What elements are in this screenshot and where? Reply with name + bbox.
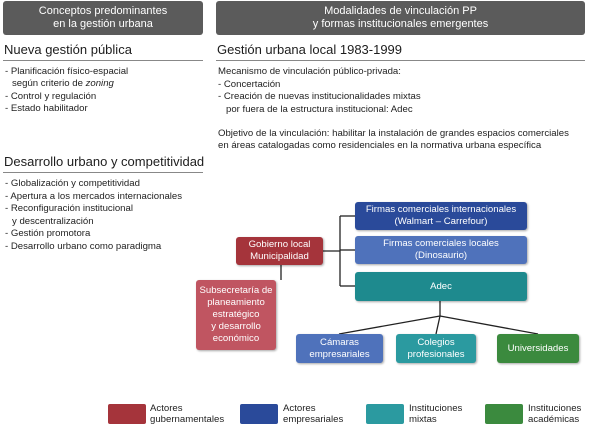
node-subsecretaria: Subsecretaría de planeamiento estratégico y desarrollo económico bbox=[196, 280, 276, 350]
objective-text: Objetivo de la vinculación: habilitar la instalación de grandes espacios comerciales bbox=[218, 128, 569, 139]
node-adec: Adec bbox=[355, 272, 527, 301]
list-item: - Creación de nuevas institucionalidades mixtas bbox=[218, 91, 421, 102]
header-left: Conceptos predominantes en la gestión urbana bbox=[3, 1, 203, 35]
list-item: - Estado habilitador bbox=[5, 103, 88, 114]
list-item-continuation: y descentralización bbox=[12, 216, 94, 227]
section-title-nueva-gestion: Nueva gestión pública bbox=[4, 42, 132, 57]
connector-line bbox=[339, 316, 440, 334]
node-camaras: Cámaras empresariales bbox=[296, 334, 383, 363]
legend-label: Instituciones mixtas bbox=[409, 403, 463, 425]
node-universidades: Universidades bbox=[497, 334, 579, 363]
mechanism-label: Mecanismo de vinculación público-privada: bbox=[218, 66, 401, 77]
section-title-gestion-local: Gestión urbana local 1983-1999 bbox=[217, 42, 403, 57]
legend-label: Actores empresariales bbox=[283, 403, 344, 425]
list-item: - Control y regulación bbox=[5, 91, 97, 102]
node-gobierno-local: Gobierno local Municipalidad bbox=[236, 237, 323, 265]
list-item: - Globalización y competitividad bbox=[5, 178, 140, 189]
node-firmas-internacionales: Firmas comerciales internacionales (Walmart – Carrefour) bbox=[355, 202, 527, 230]
list-item: - Planificación físico-espacial bbox=[5, 66, 129, 77]
legend-label: Instituciones académicas bbox=[528, 403, 582, 425]
legend-swatch-empresariales bbox=[240, 404, 278, 424]
list-item-continuation: por fuera de la estructura institucional: Adec bbox=[226, 104, 413, 115]
list-item: - Apertura a los mercados internacionales bbox=[5, 191, 183, 202]
connector-line bbox=[440, 316, 538, 334]
list-item: - Concertación bbox=[218, 79, 281, 90]
legend-label: Actores gubernamentales bbox=[150, 403, 225, 425]
list-item: - Reconfiguración institucional bbox=[5, 203, 133, 214]
node-colegios: Colegios profesionales bbox=[396, 334, 476, 363]
section-title-desarrollo: Desarrollo urbano y competitividad bbox=[4, 154, 205, 169]
zoning-term: zoning bbox=[85, 78, 114, 89]
connector-line bbox=[436, 316, 440, 334]
legend-swatch-mixtas bbox=[366, 404, 404, 424]
list-item-text: según criterio de bbox=[12, 78, 86, 89]
node-firmas-locales: Firmas comerciales locales (Dinosaurio) bbox=[355, 236, 527, 264]
header-right: Modalidades de vinculación PP y formas institucionales emergentes bbox=[216, 1, 585, 35]
list-item: - Gestión promotora bbox=[5, 228, 91, 239]
list-item: - Desarrollo urbano como paradigma bbox=[5, 241, 162, 252]
objective-text: en áreas catalogadas como residenciales en la normativa urbana específica bbox=[218, 140, 542, 151]
legend-swatch-academicas bbox=[485, 404, 523, 424]
legend-swatch-gubernamentales bbox=[108, 404, 146, 424]
